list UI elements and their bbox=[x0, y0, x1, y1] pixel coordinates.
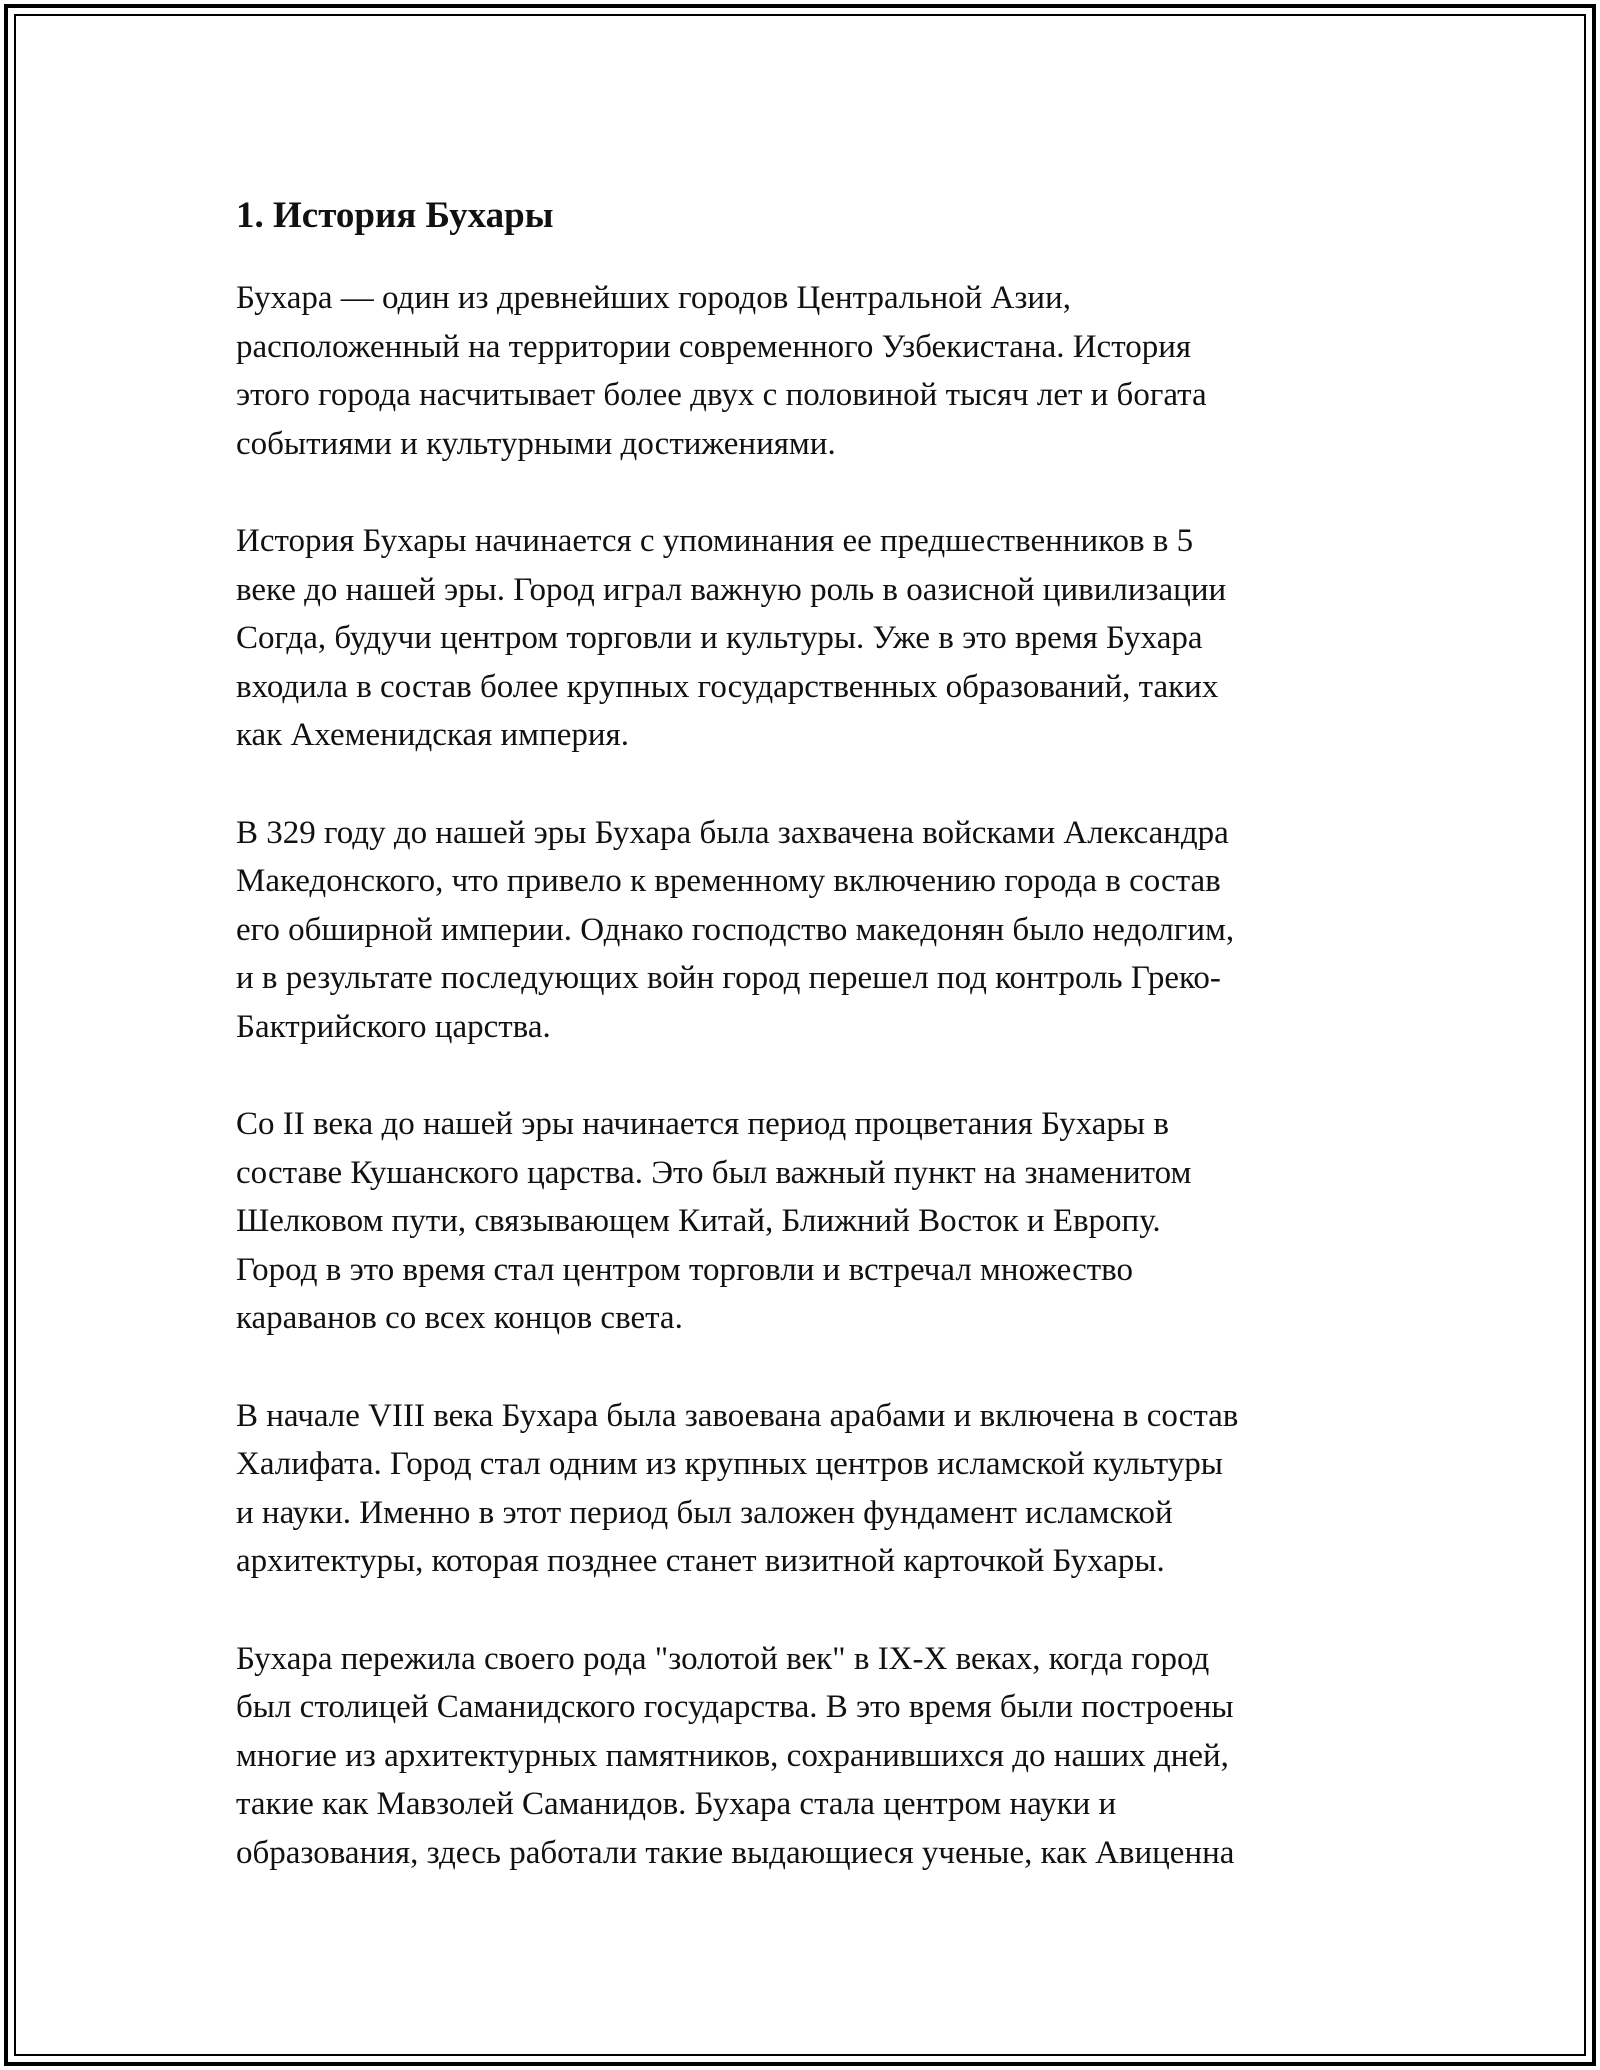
section-title: 1. История Бухары bbox=[236, 195, 554, 236]
paragraph-ancient-origins: История Бухары начинается с упоминания ее предшественников в 5 веке до нашей эры. Город играл важную роль в оазисной цивилизации Согда, будучи центром торговли и культуры. Уже в это время Бухара входила в состав более крупных государственных образований, таких как Ахеменидская империя. bbox=[236, 523, 1227, 753]
paragraph-alexander-conquest: В 329 году до нашей эры Бухара была захвачена войсками Александра Македонского, что привело к временному включению города в состав его обширной империи. Однако господство македонян было недолгим, и в результате последующих войн город перешел под контроль Греко- Бактрийского царства. bbox=[236, 814, 1235, 1045]
paragraph-kushan-period: Со II века до нашей эры начинается период процветания Бухары в составе Кушанского царства. Это был важный пункт на знаменитом Шелковом пути, связывающем Китай, Ближний Восток и Европу. Город в это время стал центром торговли и встречал множество караванов со всех концов света. bbox=[236, 1106, 1192, 1336]
paragraph-samanid-golden-age: Бухара пережила своего рода "золотой век" в IX-X веках, когда город был столицей Саманидского государства. В это время были построены многие из архитектурных памятников, сохранившихся до наших дней, такие как Мавзолей Саманидов. Бухара стала центром науки и образования, здесь работали такие выдающиеся ученые, как Авиценна bbox=[236, 1640, 1235, 1871]
paragraph-arab-conquest: В начале VIII века Бухара была завоевана арабами и включена в состав Халифата. Город стал одним из крупных центров исламской культуры и науки. Именно в этот период был заложен фундамент исламской архитектуры, которая позднее станет визитной карточкой Бухары. bbox=[236, 1397, 1239, 1579]
document-body bbox=[236, 186, 1376, 1926]
paragraph-intro: Бухара — один из древнейших городов Центральной Азии, расположенный на территории современного Узбекистана. История этого города насчитывает более двух с половиной тысяч лет и богата событиями и культурными достижениями. bbox=[236, 280, 1207, 462]
